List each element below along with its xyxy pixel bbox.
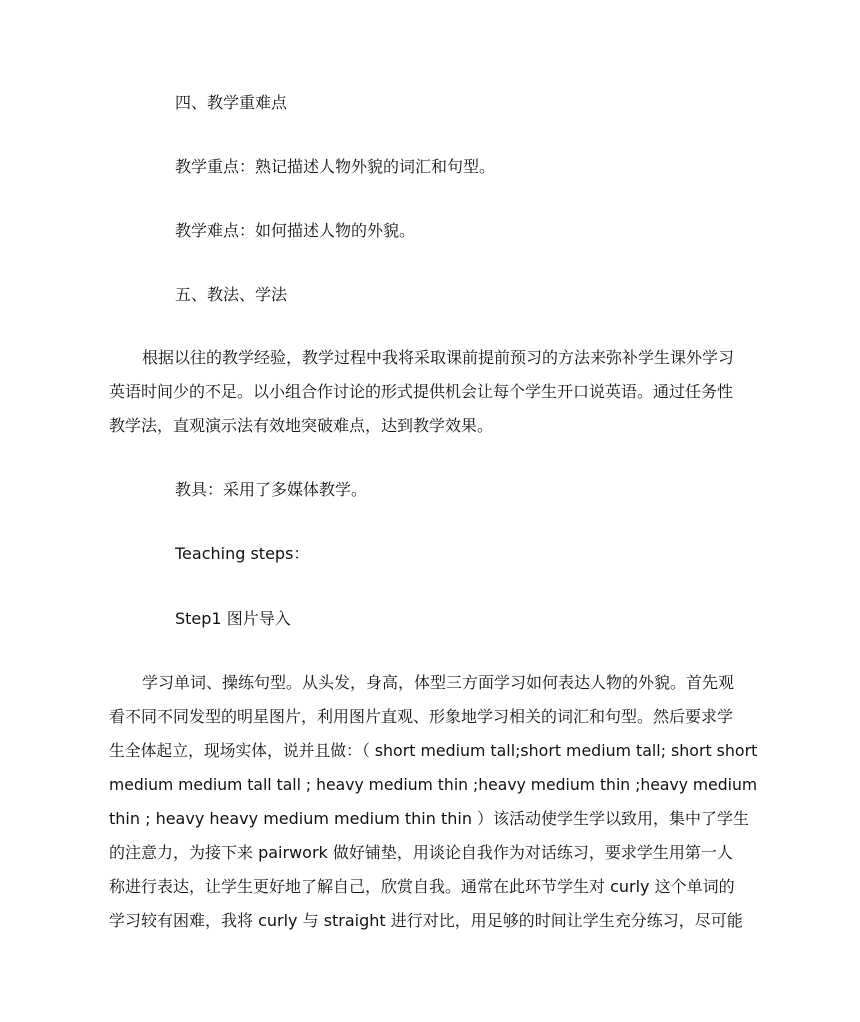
step1-paragraph bbox=[109, 666, 757, 938]
heading-text: 五、教法、学法 bbox=[175, 285, 288, 304]
paragraph-line: 生全体起立，现场实体，说并且做：（ short medium tall;short medium tall; short short bbox=[109, 741, 758, 760]
paragraph-line: 称进行表达，让学生更好地了解自己，欣赏自我。通常在此环节学生对 curly 这个单词的 bbox=[109, 877, 735, 896]
paragraph-line: 看不同不同发型的明星图片，利用图片直观、形象地学习相关的词汇和句型。然后要求学 bbox=[109, 707, 734, 726]
paragraph-line: 学习单词、操练句型。从头发，身高，体型三方面学习如何表达人物的外貌。首先观 bbox=[142, 673, 735, 692]
step1-text: Step1 图片导入 bbox=[175, 609, 291, 628]
paragraph-line: 根据以往的教学经验，教学过程中我将采取课前提前预习的方法来弥补学生课外学习 bbox=[142, 348, 735, 367]
teaching-aids-text: 教具：采用了多媒体教学。 bbox=[175, 480, 368, 499]
key-points-paragraph bbox=[109, 150, 757, 184]
difficult-points-paragraph bbox=[109, 214, 757, 248]
methods-paragraph bbox=[109, 341, 757, 443]
teaching-aids-paragraph bbox=[109, 473, 757, 507]
paragraph-line: thin ; heavy heavy medium medium thin thin ）该活动使学生学以致用，集中了学生 bbox=[109, 809, 750, 828]
paragraph-line: 学习较有困难，我将 curly 与 straight 进行对比，用足够的时间让学生充分练习，尽可能 bbox=[109, 911, 743, 930]
difficult-points-text: 教学难点：如何描述人物的外貌。 bbox=[175, 221, 416, 240]
heading-text: 四、教学重难点 bbox=[175, 93, 288, 112]
paragraph-line: 英语时间少的不足。以小组合作讨论的形式提供机会让每个学生开口说英语。通过任务性 bbox=[109, 382, 734, 401]
section-heading-4 bbox=[109, 86, 757, 120]
teaching-steps-text: Teaching steps： bbox=[175, 544, 310, 563]
step1-heading bbox=[109, 602, 757, 636]
paragraph-line: 的注意力，为接下来 pairwork 做好铺垫，用谈论自我作为对话练习，要求学生用第一人 bbox=[109, 843, 733, 862]
paragraph-line: 教学法，直观演示法有效地突破难点，达到教学效果。 bbox=[109, 416, 494, 435]
key-points-text: 教学重点：熟记描述人物外貌的词汇和句型。 bbox=[175, 157, 496, 176]
paragraph-line: medium medium tall tall ; heavy medium thin ;heavy medium thin ;heavy medium bbox=[109, 775, 758, 794]
teaching-steps-heading bbox=[109, 537, 757, 571]
section-heading-5 bbox=[109, 278, 757, 312]
